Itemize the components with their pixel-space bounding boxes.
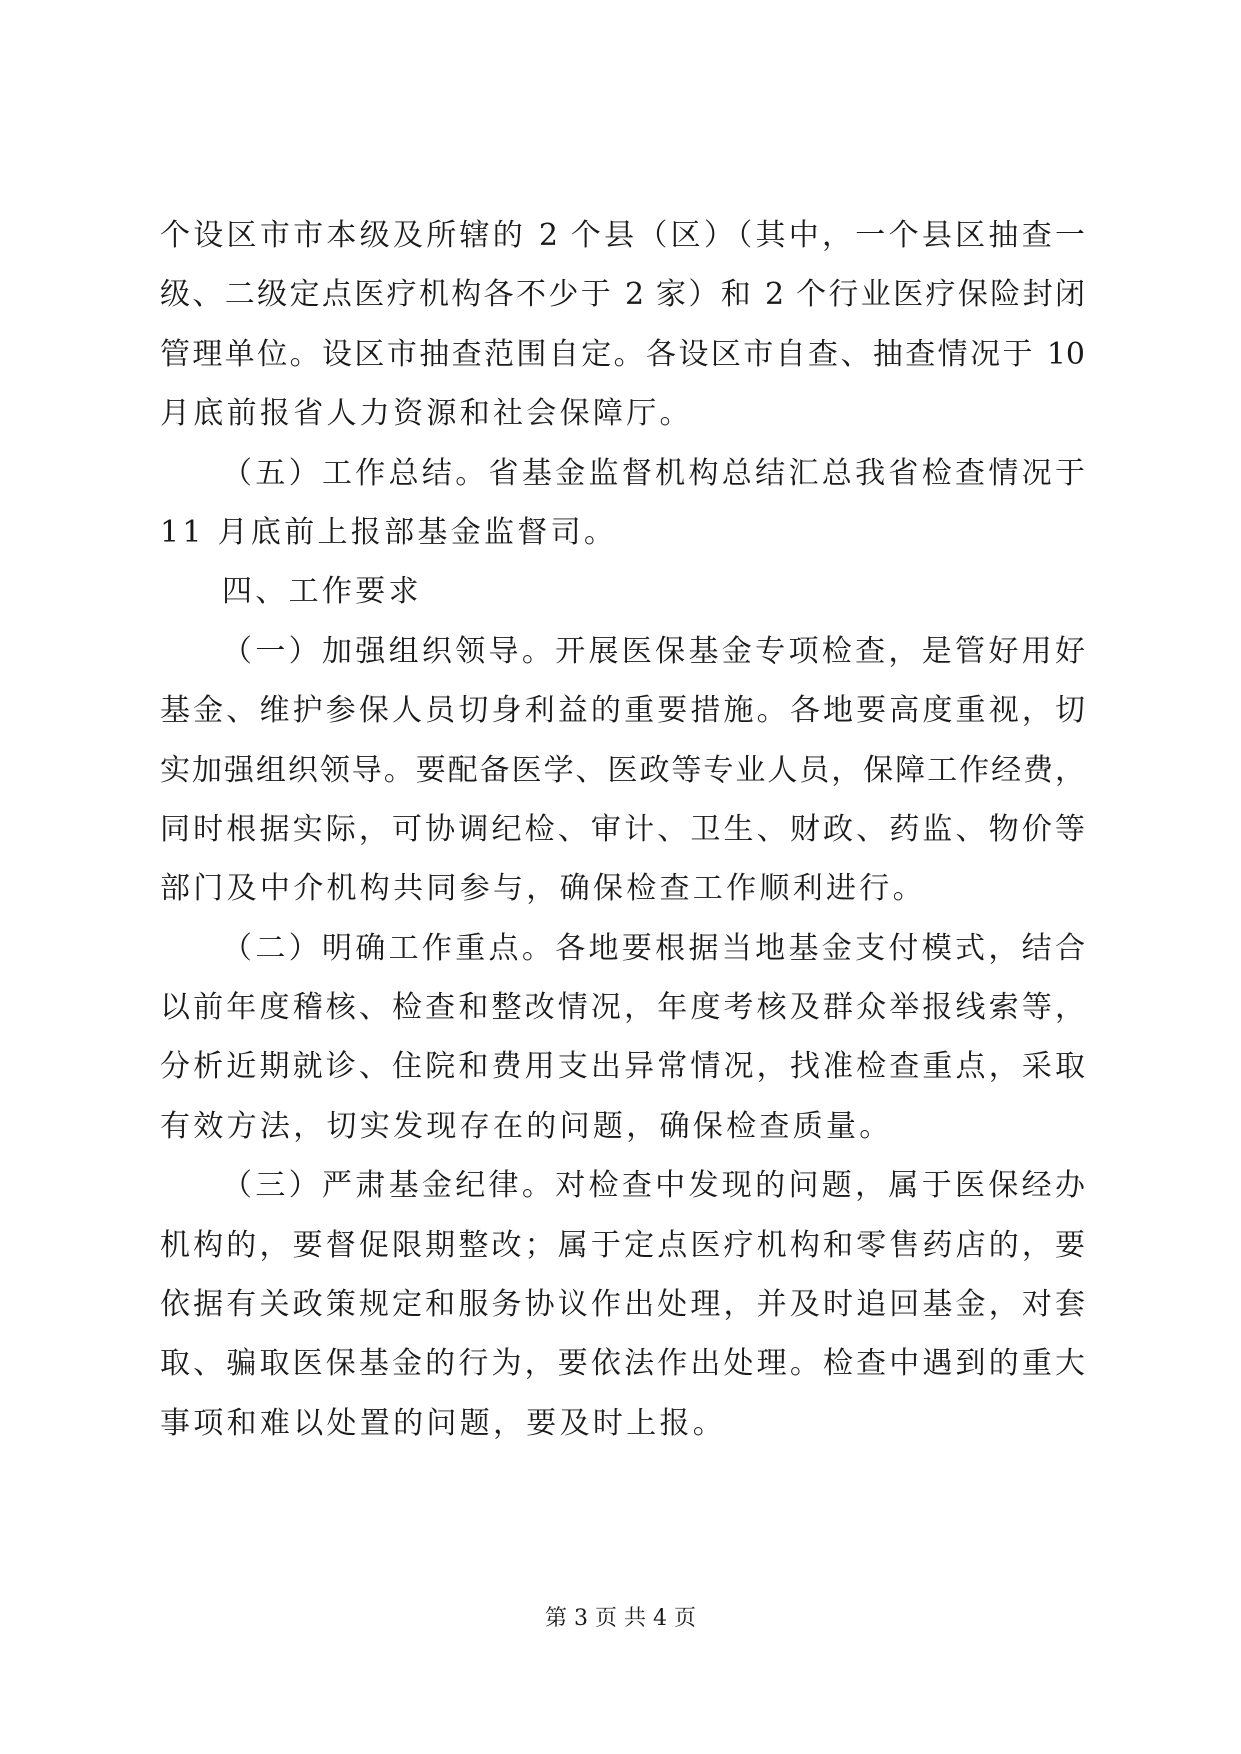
paragraph-first-line: （三）严肃基金纪律。对检查中发现的问题，属于医保经办 (222, 1168, 1085, 1204)
text-line: 11 月底前上报部基金监督司。 (160, 514, 618, 550)
paragraph-first-line: （一）加强组织领导。开展医保基金专项检查，是管好用好 (222, 633, 1085, 669)
paragraph-first-line: （五）工作总结。省基金监督机构总结汇总我省检查情况于 (222, 455, 1085, 491)
text-line: 实加强组织领导。要配备医学、医政等专业人员，保障工作经费， (160, 752, 1085, 788)
paragraph-first-line: （二）明确工作重点。各地要根据当地基金支付模式，结合 (222, 930, 1085, 966)
text-line: 部门及中介机构共同参与，确保检查工作顺利进行。 (160, 871, 926, 907)
text-line: 基金、维护参保人员切身利益的重要措施。各地要高度重视，切 (160, 693, 1085, 729)
text-line: 以前年度稽核、检查和整改情况，年度考核及群众举报线索等， (160, 990, 1085, 1026)
text-line: 个设区市市本级及所辖的 2 个县（区）（其中，一个县区抽查一 (160, 218, 1085, 253)
page-number: 第 3 页 共 4 页 (545, 1606, 696, 1631)
text-line: 分析近期就诊、住院和费用支出异常情况，找准检查重点，采取 (160, 1049, 1085, 1085)
text-line: 有效方法，切实发现存在的问题，确保检查质量。 (160, 1108, 893, 1144)
section-heading: 四、工作要求 (222, 574, 422, 610)
text-line: 依据有关政策规定和服务协议作出处理，并及时追回基金，对套 (160, 1287, 1085, 1323)
text-line: 级、二级定点医疗机构各不少于 2 家）和 2 个行业医疗保险封闭 (160, 277, 1085, 313)
document-body (160, 206, 1085, 1453)
text-line: 月底前报省人力资源和社会保障厅。 (160, 396, 693, 432)
text-line: 管理单位。设区市抽查范围自定。各设区市自查、抽查情况于 10 (160, 336, 1085, 372)
text-line: 机构的，要督促限期整改；属于定点医疗机构和零售药店的，要 (160, 1227, 1085, 1263)
text-line: 取、骗取医保基金的行为，要依法作出处理。检查中遇到的重大 (160, 1346, 1085, 1382)
page-footer (0, 1604, 1241, 1634)
text-line: 事项和难以处置的问题，要及时上报。 (160, 1405, 727, 1441)
text-line: 同时根据实际，可协调纪检、审计、卫生、财政、药监、物价等 (160, 811, 1085, 847)
